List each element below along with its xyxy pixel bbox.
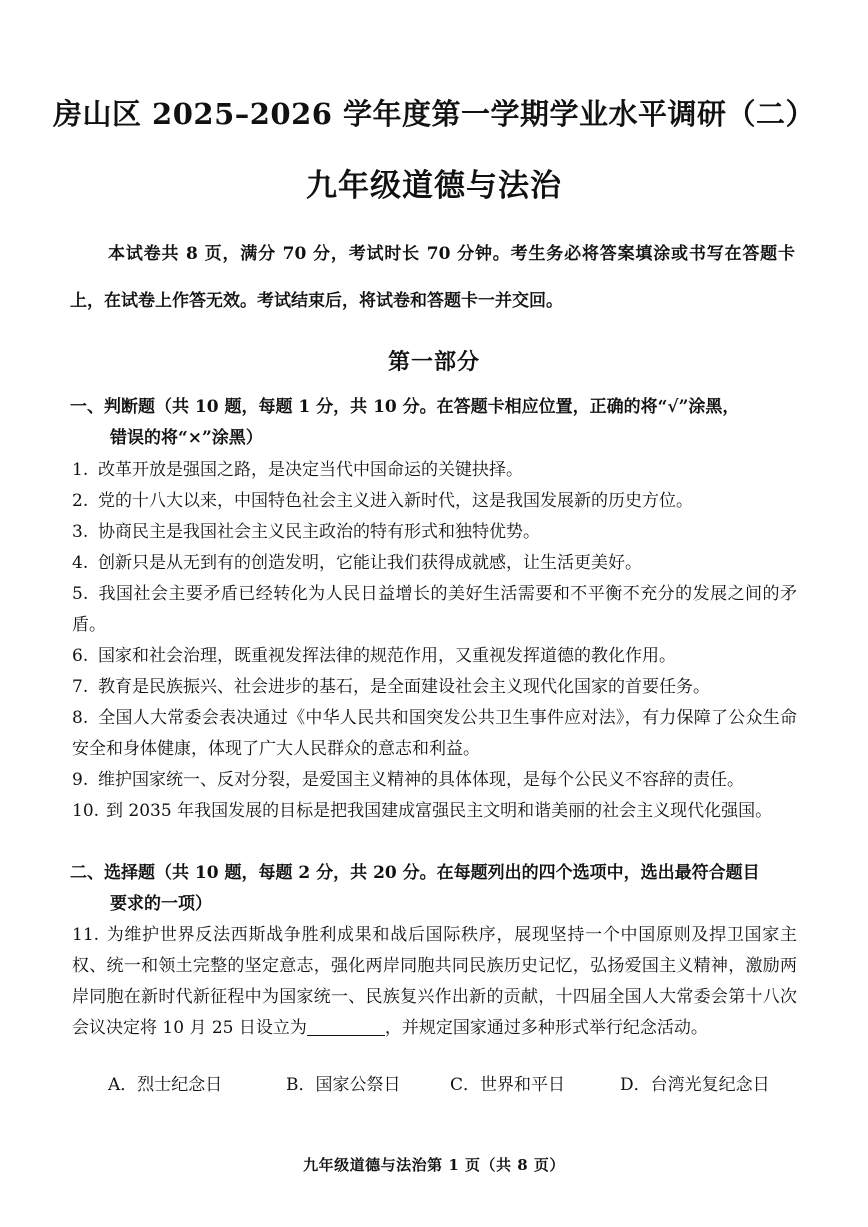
item-text: 全国人大常委会表决通过《中华人民共和国突发公共卫生事件应对法》，有力保障了公众生命安全和身体健康，体现了广大人民群众的意志和利益。 <box>72 708 797 759</box>
exam-title: 房山区 2025–2026 学年度第一学期学业水平调研（二） <box>52 97 816 131</box>
judgment-item-7 <box>72 672 797 703</box>
item-text: 创新只是从无到有的创造发明，它能让我们获得成就感，让生活更美好。 <box>98 553 642 573</box>
item-number: 10. <box>72 801 100 821</box>
section-choice-line1: 二、选择题（共 10 题，每题 2 分，共 20 分。在每题列出的四个选项中，选出最符合题目 <box>70 863 760 883</box>
judgment-item-6 <box>72 641 797 672</box>
item-number: 3. <box>72 522 89 542</box>
section-judgment-line2: 错误的将“×”涂黑） <box>110 428 263 448</box>
option-a: A．烈士纪念日 <box>108 1075 223 1095</box>
item-text: 我国社会主要矛盾已经转化为人民日益增长的美好生活需要和不平衡不充分的发展之间的矛盾。 <box>72 584 797 635</box>
section-choice-line2: 要求的一项） <box>110 894 212 914</box>
item-number: 9. <box>72 770 89 790</box>
option-b: B．国家公祭日 <box>286 1075 401 1095</box>
judgment-item-2 <box>72 486 797 517</box>
question-stem: 为维护世界反法西斯战争胜利成果和战后国际秩序，展现坚持一个中国原则及捍卫国家主权、统一和领土完整的坚定意志，强化两岸同胞共同民族历史记忆，弘扬爱国主义精神，激励两岸同胞在新时代新征程中为国家统一、民族复兴作出新的贡献，十四届全国人大常委会第十八次会议决定将 10 月 25 日设立为 <box>72 925 797 1038</box>
judgment-item-3 <box>72 517 797 548</box>
exam-subject: 九年级道德与法治 <box>306 168 562 204</box>
section-judgment-line1: 一、判断题（共 10 题，每题 1 分，共 10 分。在答题卡相应位置，正确的将“√”涂黑， <box>70 397 740 417</box>
question-11 <box>72 920 797 1044</box>
question-stem-end: ，并规定国家通过多种形式举行纪念活动。 <box>384 1018 708 1038</box>
judgment-item-4 <box>72 548 797 579</box>
item-number: 2. <box>72 491 89 511</box>
judgment-item-10 <box>72 796 797 827</box>
answer-blank <box>307 1018 385 1036</box>
item-number: 5. <box>72 584 89 604</box>
option-d: D．台湾光复纪念日 <box>620 1075 770 1095</box>
item-text: 国家和社会治理，既重视发挥法律的规范作用，又重视发挥道德的教化作用。 <box>98 646 676 666</box>
judgment-item-5 <box>72 579 797 641</box>
question-number: 11. <box>72 925 100 945</box>
section-choice-heading <box>70 858 800 920</box>
item-text: 教育是民族振兴、社会进步的基石，是全面建设社会主义现代化国家的首要任务。 <box>98 677 710 697</box>
exam-instructions: 本试卷共 8 页，满分 70 分，考试时长 70 分钟。考生务必将答案填涂或书写在答题卡上，在试卷上作答无效。考试结束后，将试卷和答题卡一并交回。 <box>70 244 795 311</box>
judgment-item-8 <box>72 703 797 765</box>
part-title: 第一部分 <box>387 349 480 375</box>
judgment-item-1 <box>72 455 797 486</box>
item-number: 4. <box>72 553 89 573</box>
item-number: 6. <box>72 646 89 666</box>
item-text: 改革开放是强国之路，是决定当代中国命运的关键抉择。 <box>98 460 523 480</box>
item-number: 1. <box>72 460 89 480</box>
section-judgment-heading <box>70 392 800 454</box>
item-text: 协商民主是我国社会主义民主政治的特有形式和独特优势。 <box>98 522 540 542</box>
item-text: 到 2035 年我国发展的目标是把我国建成富强民主文明和谐美丽的社会主义现代化强国。 <box>106 801 773 821</box>
item-number: 7. <box>72 677 89 697</box>
page-footer: 九年级道德与法治第 1 页（共 8 页） <box>303 1156 565 1174</box>
item-text: 党的十八大以来，中国特色社会主义进入新时代，这是我国发展新的历史方位。 <box>98 491 693 511</box>
option-c: C．世界和平日 <box>450 1075 566 1095</box>
item-text: 维护国家统一、反对分裂，是爱国主义精神的具体体现，是每个公民义不容辞的责任。 <box>98 770 744 790</box>
item-number: 8. <box>72 708 89 728</box>
judgment-item-9 <box>72 765 797 796</box>
